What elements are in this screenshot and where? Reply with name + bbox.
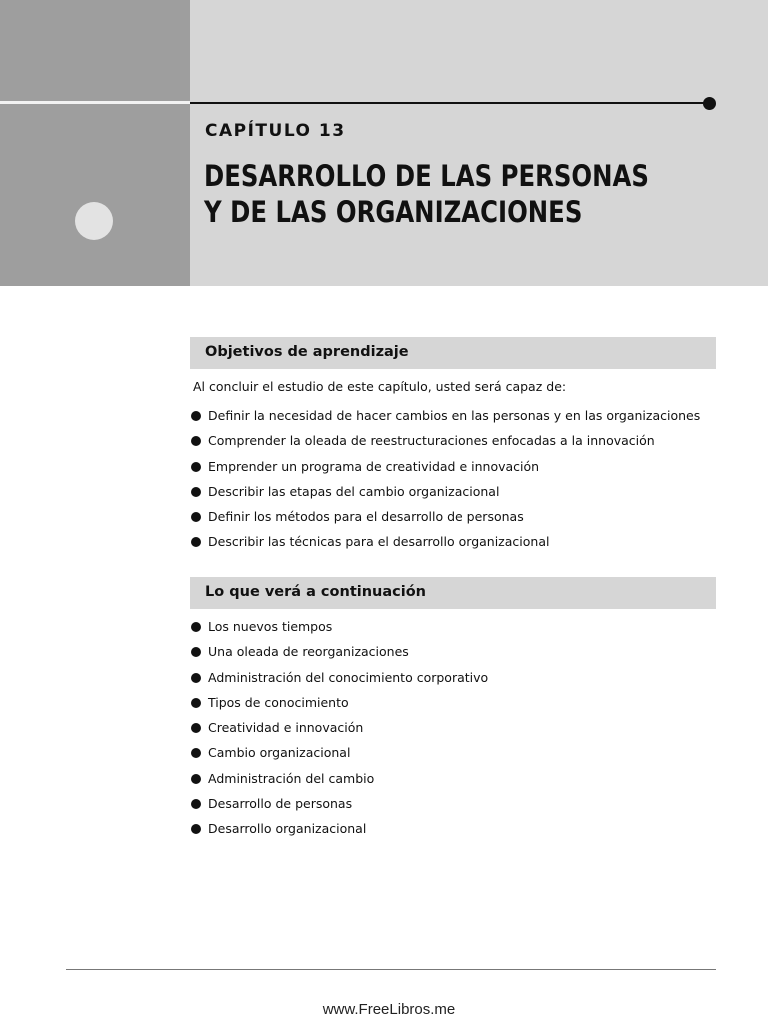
list-item: Describir las técnicas para el desarrollo organizacional: [190, 533, 700, 558]
list-item: Definir los métodos para el desarrollo de personas: [190, 508, 700, 533]
chapter-header-side-block: [0, 0, 190, 286]
list-item: Desarrollo organizacional: [190, 820, 488, 845]
list-item: Creatividad e innovación: [190, 719, 488, 744]
objectives-list: [190, 407, 700, 559]
objectives-intro: Al concluir el estudio de este capítulo, usted será capaz de:: [193, 379, 567, 394]
chapter-title-line-1: DESARROLLO DE LAS PERSONAS: [204, 159, 649, 193]
footer-divider: [66, 969, 716, 970]
footer-url: www.FreeLibros.me: [322, 1001, 456, 1018]
objectives-heading-bar: [190, 337, 716, 369]
list-item: Administración del conocimiento corporativo: [190, 669, 488, 694]
list-item: Describir las etapas del cambio organizacional: [190, 483, 700, 508]
list-item: Comprender la oleada de reestructuraciones enfocadas a la innovación: [190, 432, 700, 457]
coming-up-heading: Lo que verá a continuación: [205, 584, 426, 600]
list-item: Definir la necesidad de hacer cambios en las personas y en las organizaciones: [190, 407, 700, 432]
coming-up-heading-bar: [190, 577, 716, 609]
header-divider-dot-icon: [703, 97, 716, 110]
chapter-number: CAPÍTULO 13: [205, 121, 346, 141]
objectives-heading: Objetivos de aprendizaje: [205, 344, 409, 360]
list-item: Desarrollo de personas: [190, 795, 488, 820]
chapter-title: [204, 158, 649, 230]
list-item: Emprender un programa de creatividad e innovación: [190, 458, 700, 483]
list-item: Administración del cambio: [190, 770, 488, 795]
chapter-title-line-2: Y DE LAS ORGANIZACIONES: [204, 195, 583, 229]
coming-up-list: [190, 618, 488, 846]
header-circle-icon: [75, 202, 113, 240]
list-item: Los nuevos tiempos: [190, 618, 488, 643]
header-divider-line: [190, 102, 710, 104]
list-item: Cambio organizacional: [190, 744, 488, 769]
header-side-divider: [0, 101, 190, 104]
list-item: Una oleada de reorganizaciones: [190, 643, 488, 668]
list-item: Tipos de conocimiento: [190, 694, 488, 719]
